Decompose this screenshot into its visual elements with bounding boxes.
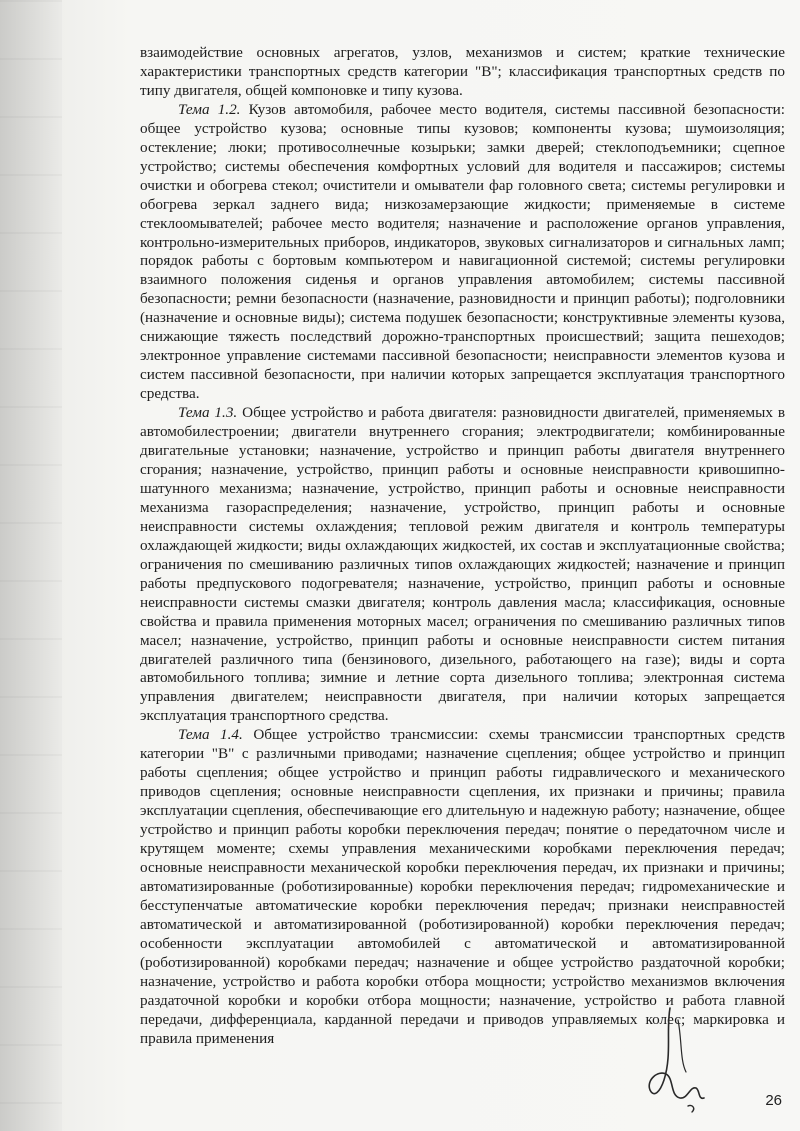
intro-paragraph: взаимодействие основных агрегатов, узлов, механизмов и систем; краткие технические характеристики транспортных средств категории "B"; классификация транспортных средств по типу двигателя, общей компоновке и типу кузова. <box>140 44 785 99</box>
topic-1-3-title: Тема 1.3. <box>178 404 238 422</box>
topic-1-3-paragraph <box>140 404 785 726</box>
topic-1-4-text: Общее устройство трансмиссии: схемы трансмиссии транспортных средств категории "B" с различными приводами; назначение сцепления; общее устройство и принцип работы сцепления; общее устройство и принцип работы гидравлического и механического приводов сцепления; основные неисправности сцепления, их признаки и причины; правила эксплуатации сцепления, обеспечивающие его длительную и надежную работу; назначение, общее устройство и принцип работы коробки переключения передач; понятие о передаточном числе и крутящем моменте; схемы управления механическими коробками переключения передач; основные неисправности механической коробки переключения передач, их признаки и причины; автоматизированные (роботизированные) коробки переключения передач; гидромеханические и бесступенчатые автоматические коробки переключения передач; признаки неисправностей автоматической и автоматизированной (роботизированной) коробки переключения передач; особенности эксплуатации автомобилей с автоматической и автоматизированной (роботизированной) коробками передач; назначение и общее устройство раздаточной коробки; назначение, устройство и работа коробки отбора мощности; устройство механизмов включения раздаточной коробки и коробки отбора мощности; назначение, устройство и работа главной передачи, дифференциала, карданной передачи и приводов управляемых колес; маркировка и правила применения <box>140 726 786 1047</box>
document-body <box>140 44 785 1049</box>
topic-1-2-title: Тема 1.2. <box>178 100 241 118</box>
handwritten-signature <box>600 1000 730 1120</box>
topic-1-4-title: Тема 1.4. <box>178 726 243 744</box>
topic-1-3-text: Общее устройство и работа двигателя: разновидности двигателей, применяемых в автомобилестроении; двигатели внутреннего сгорания; электродвигатели; комбинированные двигательные установки; назначение, устройство и принцип работы двигателя внутреннего сгорания; назначение, устройство, принцип работы и основные неисправности кривошипно-шатунного механизма; назначение, устройство, принцип работы и основные неисправности механизма газораспределения; назначение, устройство, принцип работы и основные неисправности системы охлаждения; тепловой режим двигателя и контроль температуры охлаждающей жидкости; виды охлаждающих жидкостей, их состав и эксплуатационные свойства; ограничения по смешиванию различных типов охлаждающих жидкостей; назначение и принцип работы предпускового подогревателя; назначение, устройство, принцип работы и основные неисправности системы смазки двигателя; контроль давления масла; классификация, основные свойства и правила применения моторных масел; ограничения по смешиванию различных типов масел; назначение, устройство, принцип работы и основные неисправности систем питания двигателей различного типа (бензинового, дизельного, работающего на газе); виды и сорта автомобильного топлива; зимние и летние сорта дизельного топлива; электронная система управления двигателем; неисправности двигателя, при наличии которых запрещается эксплуатация транспортного средства. <box>140 404 786 725</box>
binding-edge-shadow <box>0 0 62 1131</box>
topic-1-2-text: Кузов автомобиля, рабочее место водителя, системы пассивной безопасности: общее устройство кузова; основные типы кузовов; компоненты кузова; шумоизоляция; остекление; люки; противосолнечные козырьки; замки дверей; стеклоподъемники; сцепное устройство; системы обеспечения комфортных условий для водителя и пассажиров; системы очистки и обогрева стекол; очистители и омыватели фар головного света; системы регулировки и обогрева зеркал заднего вида; низкозамерзающие жидкости; применяемые в системе стеклоомывателей; рабочее место водителя; назначение и расположение органов управления, контрольно-измерительных приборов, индикаторов, звуковых сигнализаторов и сигнальных ламп; порядок работы с бортовым компьютером и навигационной системой; системы регулировки взаимного положения сиденья и органов управления автомобилем; системы пассивной безопасности; ремни безопасности (назначение, разновидности и принцип работы); подголовники (назначение и основные виды); система подушек безопасности; конструктивные элементы кузова, снижающие тяжесть последствий дорожно-транспортных происшествий; защита пешеходов; электронное управление системами пассивной безопасности; неисправности элементов кузова и систем пассивной безопасности, при наличии которых запрещается эксплуатация транспортного средства. <box>140 100 786 403</box>
topic-1-2-paragraph <box>140 101 785 404</box>
page-number: 26 <box>765 1092 782 1109</box>
